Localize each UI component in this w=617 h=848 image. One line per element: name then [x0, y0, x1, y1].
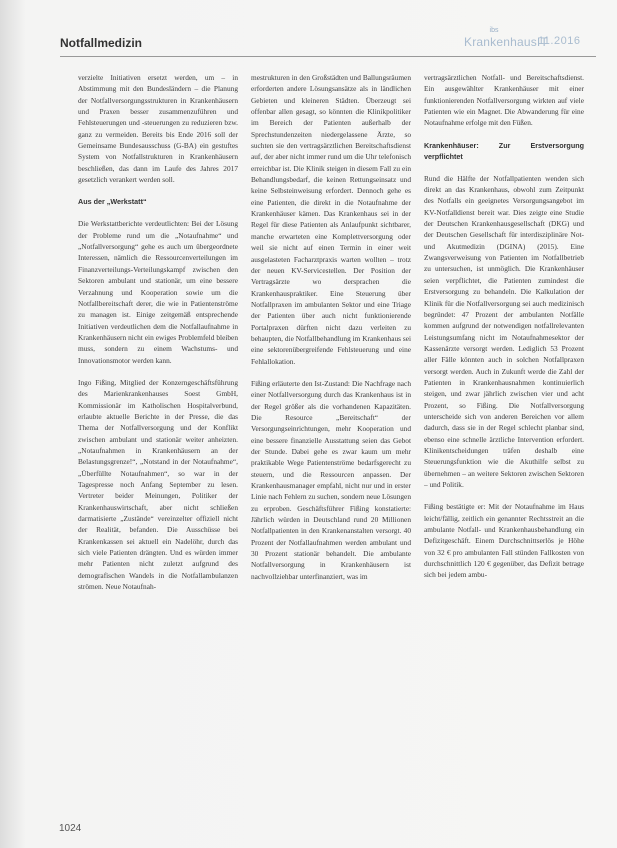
header-divider	[60, 56, 596, 57]
text-column-3	[424, 72, 584, 817]
paragraph: Fißing erläuterte den Ist-Zustand: Die Nachfrage nach einer Notfallversorgung durch das Krankenhaus ist in der Regel größer als die vorhandenen Kapazitäten. Die Resource „Bereitschaft“ der Versorgungseinrichtungen, mehr Kooperation und eine bessere finanzielle Ausstattung seien das Gebot der Stunde. Dabei gehe es zwar kaum um mehr praktikable Wege Patientenströme bedarfsgerecht zu steuern, und die Ressourcen anpassen. Der Krankenhausmanager empfahl, nicht nur und in erster Linie nach Fehlern zu suchen, sondern neue Lösungen zu erproben. Geschäftsführer Fißing konstatierte: Jährlich würden in Deutschland rund 20 Millionen Notfallpatienten in den Krankenanstalten versorgt. 40 Prozent der Notfallaufnahmen werden ambulant und 30 Prozent stationär behandelt. Die ambulante Notfallversorgung in Krankenhäusern ist nachvollziehbar unterfinanziert, was im	[251, 378, 411, 581]
page-header	[60, 27, 596, 54]
subheading: Aus der „Werkstatt“	[78, 197, 147, 207]
issue-date: 11.2016	[538, 35, 581, 47]
paragraph: Die Werkstattberichte verdeutlichten: Bei der Lösung der Probleme rund um die „Notaufnahme“ und „Notfallversorgung“ gehe es auch um übergeordnete Interessen, nämlich die Ressourcenverteilungen im Finanzverteilungs-Verteilungskampf zwischen den Sektoren ambulant und stationär, um eine bessere Verzahnung und Kooperation sowie um die Notfallbereitschaft derer, die wie in Patientenströme zu managen ist. Einige zeitgemäß entsprechende Initiativen verdeutlichen dem die Notfallaufnahme in Krankenhäusern nicht ein ewiges Problemfeld bleiben muss, sondern zu einem Wachstums- und Innovationsmotor werden kann.	[78, 219, 238, 365]
paragraph: vertragsärztlichen Notfall- und Bereitschaftsdienst. Ein ausgewählter Krankenhäuser mit einer funktionierenden Notfallversorgung wirkten auf viele Patienten wie ein Magnet. Die Abwanderung für eine Notaufnahme erfolge mit den Füßen.	[424, 73, 584, 128]
subheading: Krankenhäuser: Zur Erstversorgung verpflichtet	[424, 140, 584, 161]
paragraph: verzielte Initiativen ersetzt werden, um – in Abstimmung mit den Bundesländern – die Planung der Notfallversorgungsstrukturen in Krankenhäusern und Praxen besser zusammenzuführen und Fehlsteuerungen und -steuerungen zu reduzieren bzw. ganz zu vermeiden. Bereits bis Ende 2016 soll der Gemeinsame Bundesausschuss (G-BA) ein gestuftes System von Notfallstrukturen in Krankenhäusern beschließen, das dann im Laufe des Jahres 2017 gesetzlich verankert werden soll.	[78, 73, 238, 185]
brand-logo	[464, 27, 548, 52]
text-column-2	[251, 72, 411, 817]
paragraph: Fißing bestätigte er: Mit der Notaufnahme im Haus leicht/fällig, zeitlich ein genannter Rechtsstreit an die ambulante Notfall- und Krankenhausbehandlung ein Defizitgeschäft. Einem Durchschnittserlös je Höhe von 32 € pro ambulanten Fall stünden Fallkosten von durchschnittlich 120 € gegenüber, das Defizit betrage sich bei jedem ambu-	[424, 502, 584, 580]
section-title: Notfallmedizin	[60, 36, 143, 50]
text-column-1	[78, 72, 238, 817]
paragraph: Rund die Hälfte der Notfallpatienten wenden sich direkt an das Krankenhaus, obwohl zum Zeitpunkt des Notfalls ein geeignetes Versorgungsangebot im KV-Notfalldienst bereit war. Dies zeigte eine Studie der Deutschen Krankenhausgesellschaft (DKG) und der Deutschen Gesellschaft für interdisziplinäre Not- und Akutmedizin (DGINA) (2015). Eine Zwangsverweisung von Patienten im Notfallbetrieb zu untersuchen, ist unmöglich. Die Krankenhäuser seien verpflichtet, die Patienten zumindest die Erstversorgung zu behandeln. Die Kalkulation der Klinik für die Notfallversorgung sei auch medizinisch begründet: 47 Prozent der ambulanten Notfälle kommen aufgrund der notwendigen notfallrelevanten Leistungsumfang nicht im Notaufnahmesektor der Kassenärzte versorgt werden. Lediglich 53 Prozent aller Fälle könnten auch in solchen Notfallpraxen versorgt werden. Auch in Zukunft werde die Zahl der Patienten in Krankenhausnahmen kontinuierlich steigen, und zwar jährlich zwischen vier und acht Prozent, so Fißing. Die Notfallversorgung unterscheide sich von anderen Bereichen vor allem dadurch, dass sie in der Regel schlecht planbar sind, ebenso eine schnelle ärztliche Intervention erfordert. Klinikentscheidungen träfen deshalb eine Steuerungsfunktion wie die Akuthilfe selbst zu übernehmen – an weitere Sektoren zwischen Sektoren – und Politik.	[424, 173, 584, 489]
page-number: 1024	[59, 823, 82, 834]
paragraph: Ingo Fißing, Mitglied der Konzerngeschäftsführung des Marienkrankenhauses Soest GmbH, Kommissionär im Katholischen Hospitalverbund, erlaubte aktuelle Berichte in der Presse, die das Thema der Notfallversorgung und der Konflikt zwischen ambulant und stationär weiter anheizten. „Notaufnahmen in Krankenhäusern an der Belastungsgrenze!“, „Notstand in der Notaufnahme“, „Überfüllte Notaufnahmen“, so war in der Tagespresse noch Anfang September zu lesen. Vertreter beider Meinungen, Politiker der Krankenhauswirtschaft, aber nicht schließen darmatisierte „Zustände“ vereinzelter offiziell nicht der Realität, befanden. Die Ausschüsse bei Krankenkassen sei aktuell ein Nadelöhr, durch das sich viele Patienten drängten. Und es würden immer mehr Patienten nicht zuletzt aufgrund des demografischen Wandels in die Notfallambulanzen strömen. Neue Notaufnah-	[78, 377, 238, 592]
brand-name: KrankenhausIT	[464, 35, 548, 49]
brand-logo-mark: ibs	[489, 27, 499, 34]
paragraph: mestrukturen in den Großstädten und Ballungsräumen erforderten andere Lösungsansätze als in ländlichen Gebieten und kleineren Städten. Überzeugt sei offenbar allen gesagt, so könnten die Klinikpolitiker im Bereich der Patienten außerhalb der Sprechstundenzeiten niedergelassene Ärzte, so suchten sie den vertragsärztlichen Bereitschaftsdienst auf, der aber nicht immer rund um die Uhr telefonisch erreichbar ist. Die Klinik steigen in diesem Fall zu ein Behandlungsbedarf, die keinen Rettungseinsatz und keine Selbsteinweisung erfordert. Dennoch gehe es eine Patienten, die direkt in die Notaufnahme der Krankenhäuser kämen. Das Krankenhaus sei in der Regel für diese Patienten als Anlaufpunkt sichtbarer, manche erwarteten eine Komplettversorgung oder weil sie nicht auf einen Termin in einer weit ausgelasteten Facharztpraxis warten wollten – trotz der neuen KV-Servicestellen. Der Position der Vertragsärzte wo dersprachen die Krankenhauspraktiker. Eine Steuerung über Notfallpraxen im ambulanten Sektor und eine Triage der Patienten über auch nicht funktionierende Portalpraxen dürften nicht dazu verleiten zu behaupten, die Notfallbehandlung im Krankenhaus sei eine sektorenübergreifende Fehlsteuerung und eine Fehlallokation.	[251, 73, 411, 366]
